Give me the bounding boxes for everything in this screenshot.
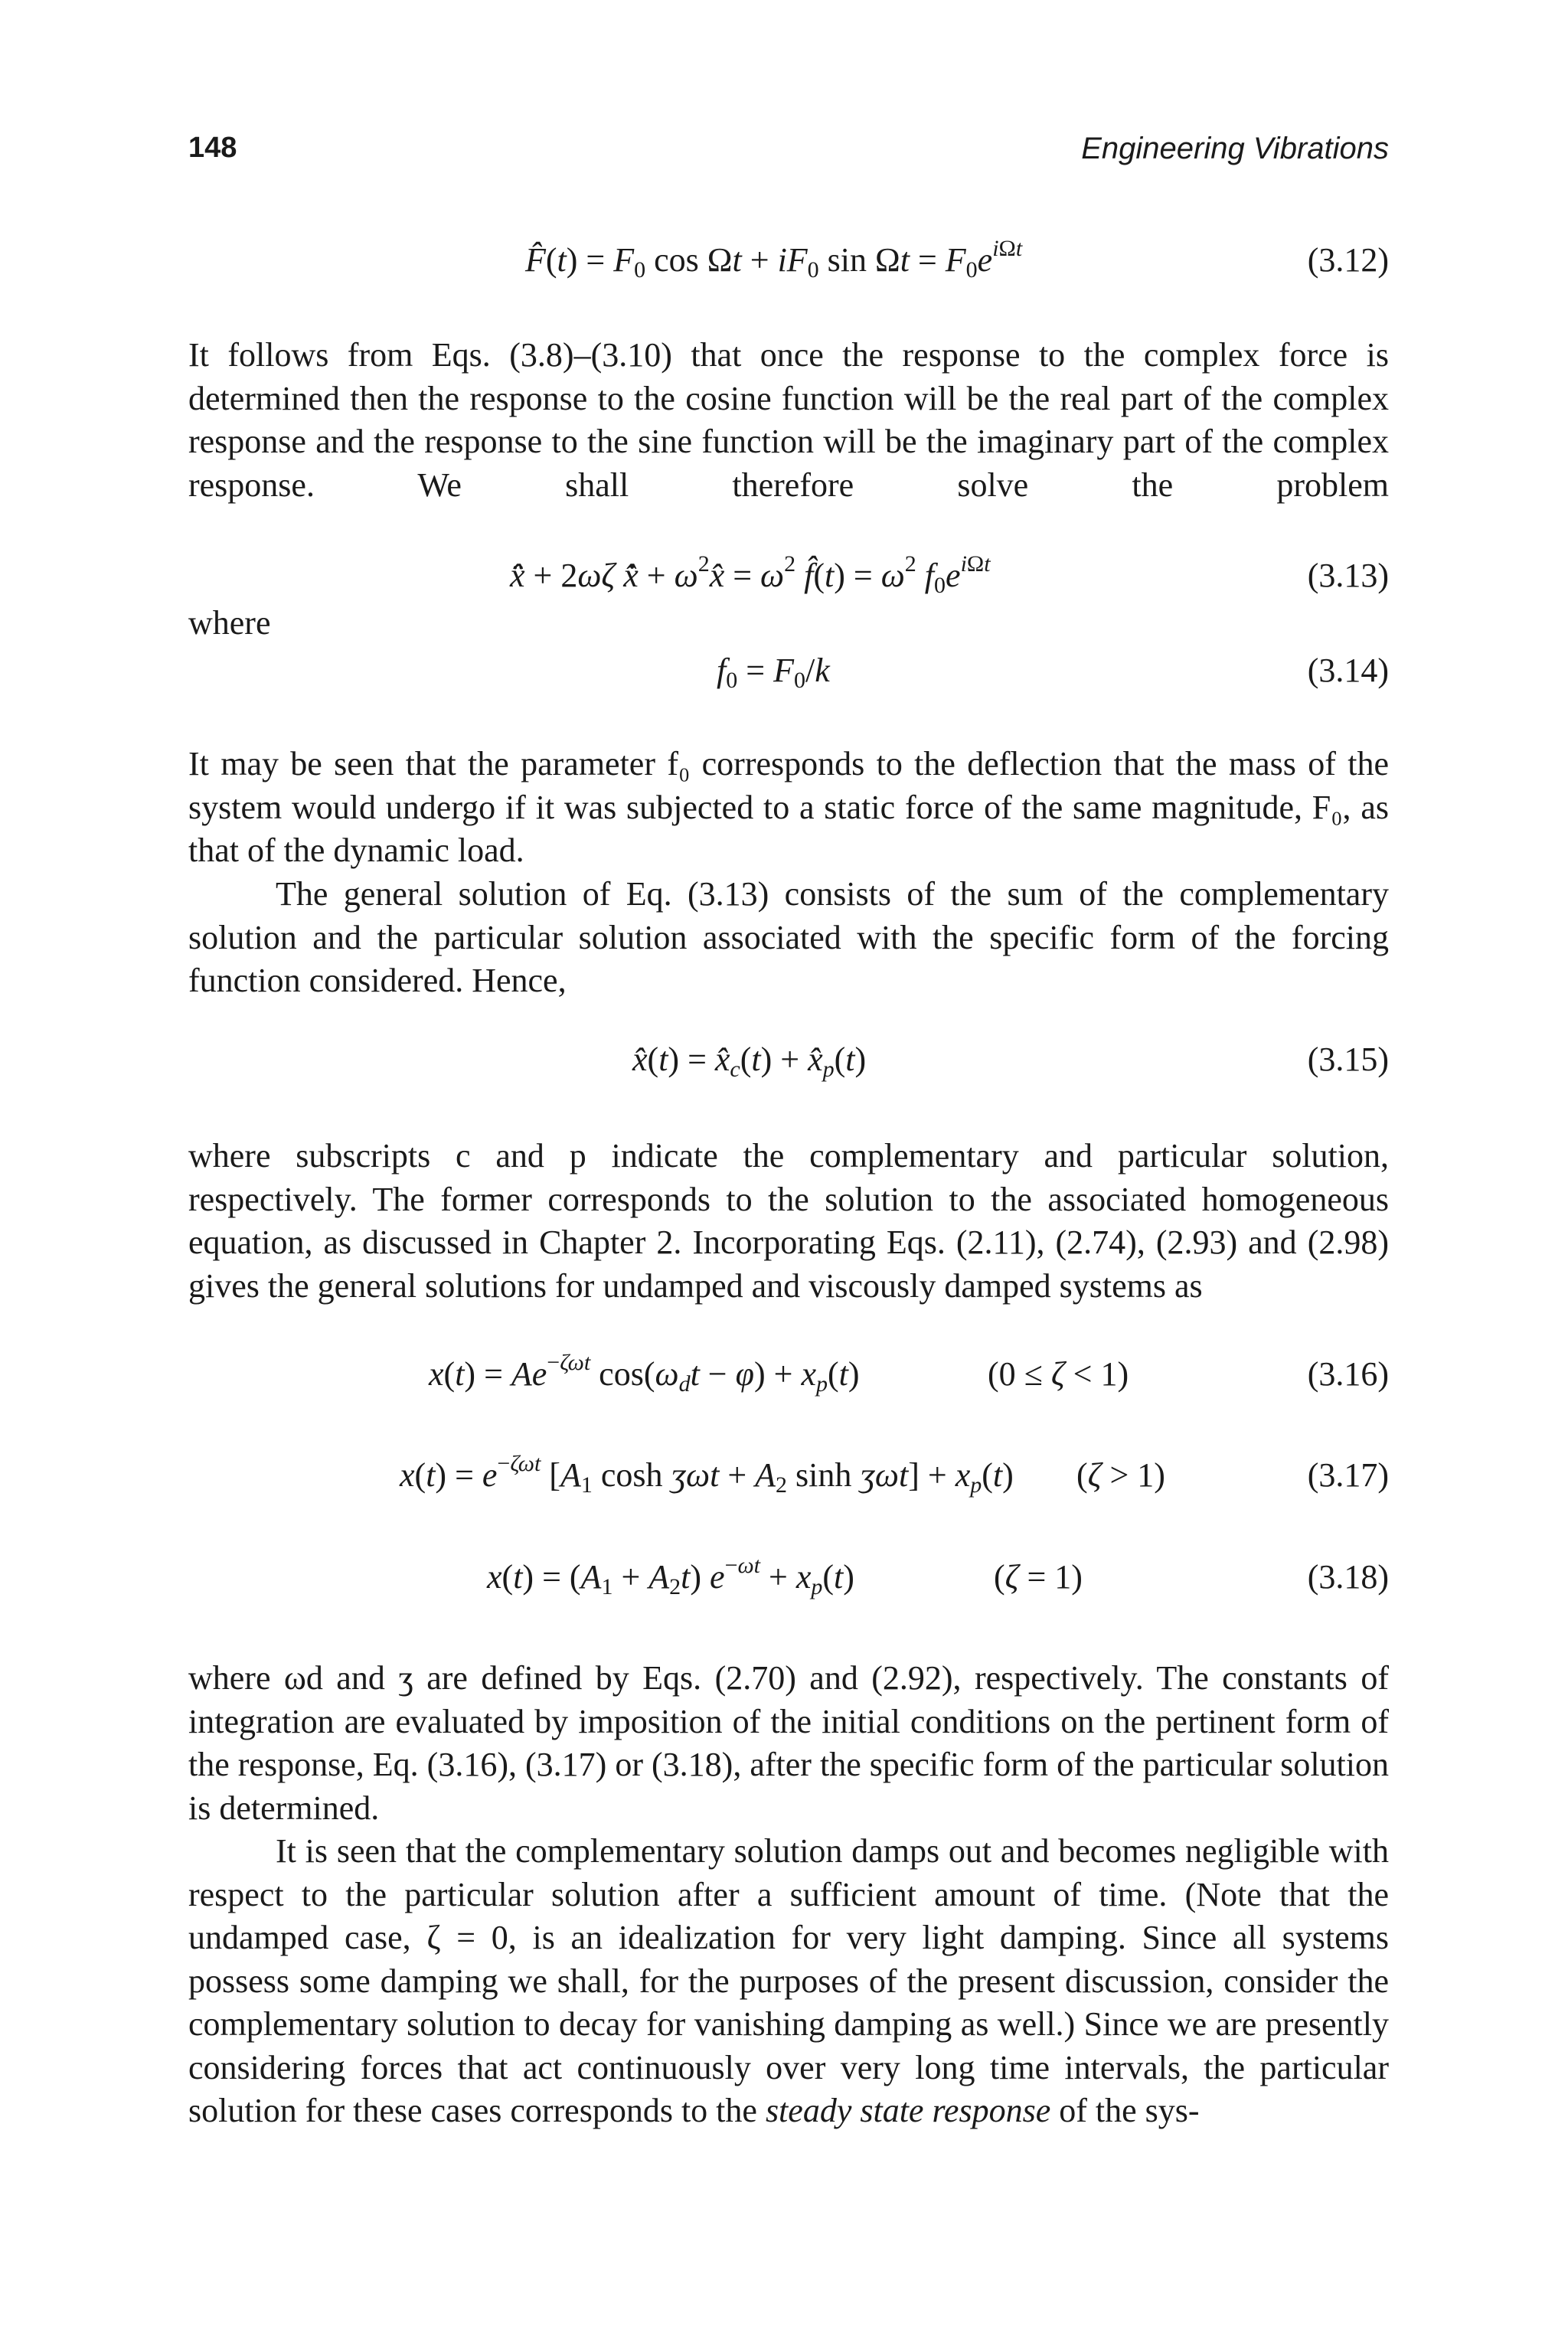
- equation-number: (3.18): [1307, 1558, 1389, 1596]
- equation-condition: (0 ≤ ζ < 1): [988, 1355, 1129, 1393]
- equation-body: x̂̈ + 2ωζ x̂̇ + $\omega^2x̂ = \omega^2$ f̂(t) = $\omega^2$ $f_0e^{i\Omega t}$: [510, 551, 991, 598]
- paragraph-6-text-a: It is seen that the complementary solution damps out and becomes negligible with respect to the particular solution after a sufficient amount of time. (Note that the undamped case, ζ = 0, is an idealization for very light damping. Since all systems possess some damping we shall, for the purposes of the present discussion, consider the complementary solution to decay for vanishing damping as well.) Since we are presently considering forces that act continuously over very long time intervals, the particular solution for these cases corresponds to the: [188, 1832, 1389, 2129]
- equation-number: (3.14): [1307, 652, 1389, 689]
- page-number: 148: [188, 132, 237, 164]
- equation-3-15: [188, 1037, 1389, 1090]
- running-title: Engineering Vibrations: [1081, 132, 1389, 165]
- equation-body: $x(t) = e^{-\zeta\omega t}$ [$A_1$ cosh ʒωt + $A_2$ sinh ʒωt] + $x_p(t)$: [400, 1451, 1014, 1498]
- equation-3-16: [188, 1351, 1389, 1405]
- equation-body: $x(t) = (A_1 + A_2t) e^{-\omega t} + x_p(t)$: [487, 1553, 854, 1599]
- equation-body: F̂(t) = $F_0$ $\cos \Omega t + iF_0$ $\sin \Omega t = F_0e^{i\Omega t}$: [525, 236, 1023, 283]
- paragraph-6-emphasis: steady state response: [765, 2092, 1051, 2129]
- paragraph-5: where ωd and ʒ are defined by Eqs. (2.70) and (2.92), respectively. The constants of integration are evaluated by imposition of the initial conditions on the pertinent form of the response, Eq. (3.16), (3.17) or (3.18), after the specific form of the particular solution is determined.: [188, 1659, 1389, 1827]
- paragraph-2: It may be seen that the parameter f₀ corresponds to the deflection that the mass of the system would undergo if it was subjected to a static force of the same magnitude, F₀, as that of the dynamic load.: [188, 745, 1389, 869]
- equation-number: (3.17): [1307, 1456, 1389, 1494]
- equation-condition: (ζ > 1): [1076, 1456, 1165, 1494]
- equation-3-17: [188, 1452, 1389, 1506]
- equation-3-13: [188, 553, 1389, 606]
- equation-number: (3.15): [1307, 1041, 1389, 1078]
- paragraph-3: The general solution of Eq. (3.13) consists of the sum of the complementary solution and the particular solution associated with the specific form of the forcing function considered. Hence,: [188, 875, 1389, 999]
- equation-number: (3.13): [1307, 557, 1389, 594]
- equation-3-12: [188, 237, 1389, 291]
- where-label: where: [188, 604, 271, 642]
- equation-body: x̂(t) = $x̂_c(t)$ + $x̂_p(t)$: [632, 1041, 867, 1082]
- paragraph-1: It follows from Eqs. (3.8)–(3.10) that once the response to the complex force is determined then the response to the cosine function will be the real part of the complex response and the response to the sine function will be the imaginary part of the complex response. We shall therefore solve the problem: [188, 336, 1389, 504]
- paragraph-6: [188, 1830, 1389, 2133]
- equation-3-18: [188, 1554, 1389, 1608]
- equation-3-14: [188, 648, 1389, 701]
- equation-number: (3.16): [1307, 1355, 1389, 1393]
- equation-body: $f_0 = F_0/k$: [717, 652, 830, 693]
- equation-number: (3.12): [1307, 241, 1389, 279]
- equation-condition: (ζ = 1): [994, 1558, 1083, 1596]
- paragraph-4: where subscripts c and p indicate the complementary and particular solution, respectively. The former corresponds to the solution to the associated homogeneous equation, as discussed in Chapter 2. Incorporating Eqs. (2.11), (2.74), (2.93) and (2.98) gives the general solutions for undamped and viscously damped systems as: [188, 1137, 1389, 1305]
- page-header: [188, 132, 1389, 178]
- paragraph-6-text-b: of the sys-: [1050, 2092, 1200, 2129]
- equation-body: $x(t) = Ae^{-\zeta\omega t}$ $\cos(\omega_dt - \varphi) + x_p(t)$: [429, 1350, 860, 1397]
